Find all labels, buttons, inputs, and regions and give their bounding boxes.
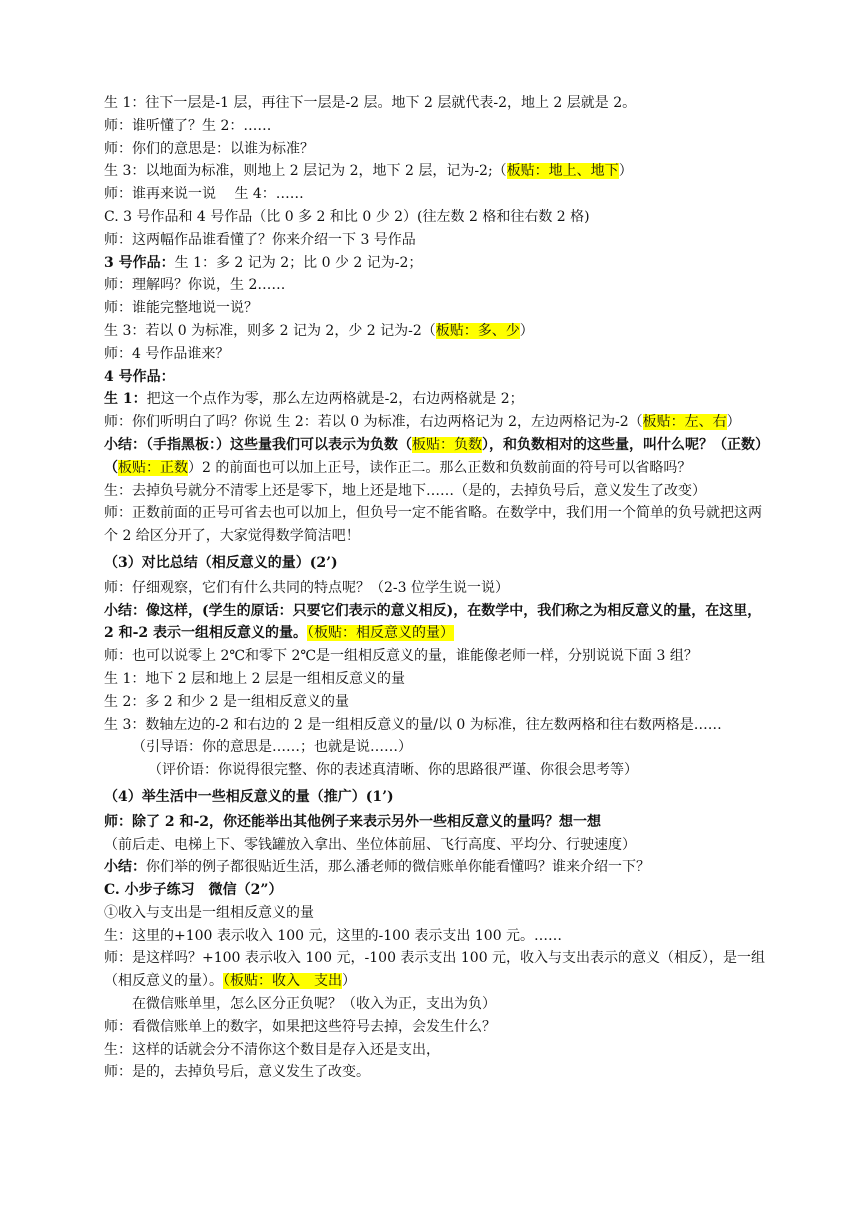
text-line [104,388,768,411]
highlight-board-note: 板贴：多、少 [435,322,520,339]
text-line: 师：看微信账单上的数字，如果把这些符号去掉，会发生什么？ [104,1018,496,1035]
text-line [104,856,768,879]
highlight-board-note: （板贴：收入 支出 [223,973,342,990]
bold-label: 生 1： [104,391,147,408]
text-line: 师：除了 2 和-2，你还能举出其他例子来表示另外一些相反意义的量吗？想一想 [104,813,602,830]
text-line: 师：谁再来说一说 生 4：…… [104,186,304,203]
text-run: 你们举的例子都很贴近生活，那么潘老师的微信账单你能看懂吗？谁来介绍一下？ [146,859,650,876]
text-run: ） [342,973,356,990]
text-line: 师：4 号作品谁来？ [104,345,230,362]
text-run: 把这一个点作为零，那么左边两格就是-2，右边两格就是 2； [146,391,524,408]
text-line: 生：这里的+100 表示收入 100 元，这里的-100 表示支出 100 元。…… [104,927,563,944]
text-line: 师：你们的意思是：以谁为标准？ [104,140,314,157]
text-line [104,160,768,183]
text-run: ），和负数相对的这些量，叫什么呢？（正数）（ [104,436,762,476]
text-line: 师：理解吗？你说，生 2…… [104,277,286,294]
text-paragraph: 师：正数前面的正号可省去也可以加上，但负号一定不能省略。在数学中，我们用一个简单的负号就把这两个 2 给区分开了，大家觉得数学简洁吧！ [104,505,762,545]
summary-paragraph [104,434,768,480]
highlight-board-note: 板贴：正数 [118,459,188,476]
text-paragraph [104,947,768,993]
text-run: ）2 的前面也可以加上正号，读作正二。那么正数和负数前面的符号可以省略吗？ [188,459,692,476]
text-line: C. 小步子练习 微信（2”） [104,882,283,899]
text-line: （引导语：你的意思是……；也就是说……） [132,739,412,756]
text-line: 生 3：数轴左边的-2 和右边的 2 是一组相反意义的量/以 0 为标准，往左数两格和往右数两格是…… [104,716,722,733]
highlight-board-note: 板贴：负数 [412,436,482,453]
text-line: 师：也可以说零上 2℃和零下 2℃是一组相反意义的量，谁能像老师一样，分别说说下面 3 组？ [104,648,698,665]
text-run: 师：是这样吗？+100 表示收入 100 元，-100 表示支出 100 元，收入与支出表示的意义（相反），是一组（相反意义的量）。 [104,950,766,990]
text-line: 生：这样的话就会分不清你这个数目是存入还是支出， [104,1041,440,1058]
text-line: 在微信账单里，怎么区分正负呢？（收入为正，支出为负） [132,996,496,1013]
text-run: 师：你们听明白了吗？你说 生 2：若以 0 为标准，右边两格记为 2，左边两格记为-2（ [104,414,643,431]
text-line: 师：这两幅作品谁看懂了？你来介绍一下 3 号作品 [104,231,416,248]
section-heading: （4）举生活中一些相反意义的量（推广）(1’) [104,788,394,805]
text-line: 生 1：往下一层是-1 层，再往下一层是-2 层。地下 2 层就代表-2，地上 2 层就是 2。 [104,95,637,111]
section-heading: （3）对比总结（相反意义的量）(2’) [104,554,338,571]
bold-label: 小结： [104,859,146,876]
document-body [104,92,768,1084]
text-line: 4 号作品： [104,368,175,385]
text-run: 生 3：以地面为标准，则地上 2 层记为 2，地下 2 层，记为-2;（ [104,163,507,180]
text-run: ） [618,163,633,180]
text-line: （评价语：你说得很完整、你的表述真清晰、你的思路很严谨、你很会思考等） [148,762,638,779]
text-run: ） [519,322,534,339]
text-run: 小结：（手指黑板：）这些量我们可以表示为负数（ [104,436,412,453]
text-line: 师：是的，去掉负号后，意义发生了改变。 [104,1064,370,1081]
text-line: ①收入与支出是一组相反意义的量 [104,904,314,921]
text-line: 师：谁能完整地说一说？ [104,300,258,317]
highlight-board-note: （板贴：相反意义的量） [307,625,455,642]
text-line: 师：仔细观察，它们有什么共同的特点呢？（2-3 位学生说一说） [104,579,509,596]
highlight-board-note: 板贴：地上、地下 [506,163,619,180]
text-line: C. 3 号作品和 4 号作品（比 0 多 2 和比 0 少 2）(往左数 2 格和往右数 2 格) [104,208,590,225]
summary-paragraph [104,600,768,646]
text-line: （前后走、电梯上下、零钱罐放入拿出、坐位体前屈、飞行高度、平均分、行驶速度） [104,836,636,853]
text-run: ） [726,414,741,431]
highlight-board-note: 板贴：左、右 [642,414,727,431]
text-line: 生 1：地下 2 层和地上 2 层是一组相反意义的量 [104,670,405,687]
text-run: 生 1：多 2 记为 2；比 0 少 2 记为-2； [174,254,423,271]
bold-label: 3 号作品： [104,254,175,271]
text-line [104,411,768,434]
text-line [104,320,768,343]
text-run: 生 3：若以 0 为标准，则多 2 记为 2，少 2 记为-2（ [104,322,436,339]
text-line: 生：去掉负号就分不清零上还是零下，地上还是地下……（是的，去掉负号后，意义发生了改变） [104,482,706,499]
text-line: 生 2：多 2 和少 2 是一组相反意义的量 [104,693,349,710]
text-line [104,252,768,275]
text-run: 小结：像这样，(学生的原话：只要它们表示的意义相反)，在数学中，我们称之为相反意义的量，在这里，2 和-2 表示一组相反意义的量。 [104,602,762,642]
text-line: 师：谁听懂了？生 2：…… [104,117,272,134]
